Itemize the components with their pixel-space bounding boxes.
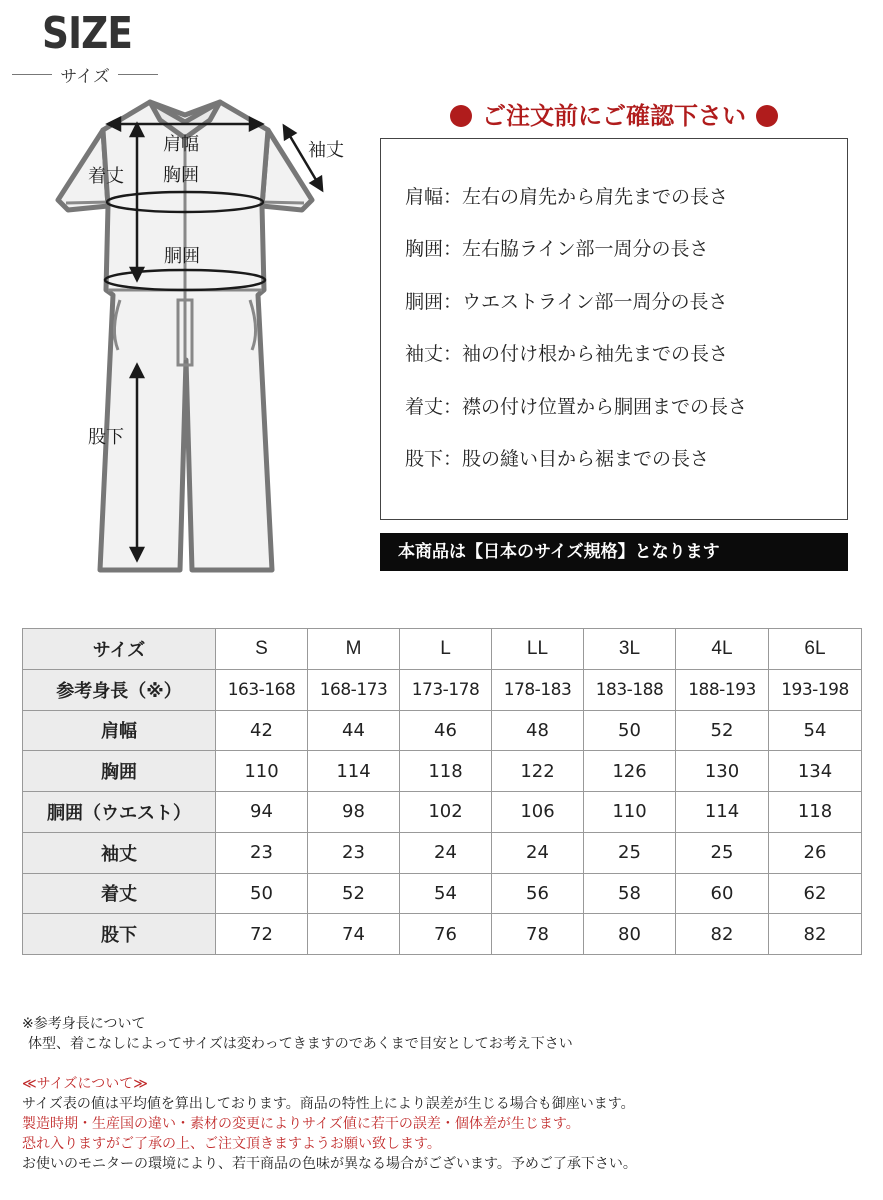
notes-section (22, 1014, 867, 1174)
table-cell: 110 (584, 792, 676, 833)
table-cell: 50 (584, 710, 676, 751)
table-header-row (23, 629, 862, 670)
coverall-illustration (0, 90, 370, 590)
label-inseam: 股下 (88, 427, 124, 448)
definition-separator: ： (443, 186, 463, 208)
definition-row (405, 289, 847, 341)
table-cell: 110 (216, 751, 308, 792)
table-cell: 52 (308, 873, 400, 914)
size-subtitle (12, 62, 158, 87)
notice-title-text: ご注文前にご確認下さい (482, 102, 746, 130)
header-cell: M (308, 629, 400, 670)
table-cell: 72 (216, 914, 308, 955)
row-label: 着丈 (23, 873, 216, 914)
table-cell: 48 (492, 710, 584, 751)
table-cell: 54 (769, 710, 862, 751)
table-cell: 168-173 (308, 669, 400, 710)
table-cell: 76 (400, 914, 492, 955)
label-waist: 胴囲 (164, 246, 200, 267)
definition-desc: 左右の肩先から肩先までの長さ (462, 186, 729, 208)
table-cell: 183-188 (584, 669, 676, 710)
definition-separator: ： (443, 343, 463, 366)
row-label: 股下 (23, 914, 216, 955)
table-cell: 114 (676, 792, 769, 833)
table-cell: 188-193 (676, 669, 769, 710)
header-cell: LL (492, 629, 584, 670)
table-cell: 24 (492, 832, 584, 873)
definition-row (405, 394, 847, 446)
label-length: 着丈 (88, 166, 124, 187)
table-cell: 114 (308, 751, 400, 792)
header-cell: 6L (769, 629, 862, 670)
header-cell: 4L (676, 629, 769, 670)
table-cell: 23 (308, 832, 400, 873)
table-cell: 82 (769, 914, 862, 955)
subtitle-line-right (118, 74, 158, 75)
definition-row (405, 184, 847, 236)
table-cell: 74 (308, 914, 400, 955)
reference-height-note: 体型、着こなしによってサイズは変わってきますのであくまで目安としてお考え下さい (28, 1036, 573, 1052)
table-cell: 173-178 (400, 669, 492, 710)
red-dot-icon (756, 105, 778, 127)
row-label: 肩幅 (23, 710, 216, 751)
subtitle-text: サイズ (60, 67, 110, 87)
note-line: サイズ表の値は平均値を算出しております。商品の特性上により誤差が生じる場合も御座います。 (22, 1096, 635, 1112)
table-row (23, 710, 862, 751)
reference-height-title: ※参考身長について (22, 1016, 146, 1032)
notice-title (380, 96, 848, 131)
row-label: 袖丈 (23, 832, 216, 873)
table-cell: 25 (584, 832, 676, 873)
header-cell: 3L (584, 629, 676, 670)
table-cell: 134 (769, 751, 862, 792)
note-line: お使いのモニターの環境により、若干商品の色味が異なる場合がございます。予めご了承下さい。 (22, 1156, 637, 1172)
page-header (0, 0, 160, 95)
note-line: 製造時期・生産国の違い・素材の変更によりサイズ値に若干の誤差・個体差が生じます。 (22, 1116, 580, 1132)
definition-desc: 袖の付け根から袖先までの長さ (462, 343, 729, 366)
label-chest: 胸囲 (163, 165, 199, 186)
table-cell: 26 (769, 832, 862, 873)
table-cell: 44 (308, 710, 400, 751)
definition-desc: 股の縫い目から裾までの長さ (462, 447, 710, 470)
table-cell: 62 (769, 873, 862, 914)
table-cell: 102 (400, 792, 492, 833)
table-cell: 58 (584, 873, 676, 914)
header-cell: サイズ (23, 629, 216, 670)
table-cell: 78 (492, 914, 584, 955)
table-cell: 118 (400, 751, 492, 792)
coverall-diagram (0, 90, 370, 590)
label-sleeve: 袖丈 (308, 140, 344, 161)
table-cell: 193-198 (769, 669, 862, 710)
table-cell: 24 (400, 832, 492, 873)
red-dot-icon (450, 105, 472, 127)
definition-row (405, 341, 847, 393)
definition-separator: ： (443, 238, 463, 261)
row-label: 胴囲（ウエスト） (23, 792, 216, 833)
size-title: SIZE (42, 8, 133, 59)
table-cell: 106 (492, 792, 584, 833)
definition-separator: ： (443, 395, 463, 418)
table-row (23, 832, 862, 873)
table-cell: 23 (216, 832, 308, 873)
definition-separator: ： (443, 447, 463, 470)
table-row (23, 669, 862, 710)
table-cell: 163-168 (216, 669, 308, 710)
label-shoulder: 肩幅 (163, 134, 199, 155)
definition-separator: ： (443, 290, 463, 313)
table-cell: 94 (216, 792, 308, 833)
size-standard-banner: 本商品は【日本のサイズ規格】となります (380, 533, 848, 571)
definition-row (405, 236, 847, 288)
definition-row (405, 446, 847, 498)
table-cell: 60 (676, 873, 769, 914)
row-label: 胸囲 (23, 751, 216, 792)
header-cell: S (216, 629, 308, 670)
definition-term: 肩幅 (405, 186, 444, 208)
subtitle-line-left (12, 74, 52, 75)
table-cell: 25 (676, 832, 769, 873)
note-line: 恐れ入りますがご了承の上、ご注文頂きますようお願い致します。 (22, 1136, 441, 1152)
table-cell: 126 (584, 751, 676, 792)
table-cell: 80 (584, 914, 676, 955)
definition-term: 胸囲 (405, 238, 444, 261)
table-cell: 46 (400, 710, 492, 751)
table-cell: 56 (492, 873, 584, 914)
definition-term: 着丈 (405, 395, 444, 418)
size-table (22, 628, 862, 955)
about-size-title: ≪サイズについて≫ (22, 1076, 148, 1092)
table-cell: 98 (308, 792, 400, 833)
definition-desc: ウエストライン部一周分の長さ (462, 290, 728, 313)
table-row (23, 751, 862, 792)
table-cell: 52 (676, 710, 769, 751)
header-cell: L (400, 629, 492, 670)
table-cell: 178-183 (492, 669, 584, 710)
table-cell: 122 (492, 751, 584, 792)
table-row (23, 792, 862, 833)
table-cell: 130 (676, 751, 769, 792)
table-cell: 42 (216, 710, 308, 751)
table-cell: 54 (400, 873, 492, 914)
table-row (23, 873, 862, 914)
table-row (23, 914, 862, 955)
definitions-box (380, 138, 848, 520)
table-cell: 118 (769, 792, 862, 833)
definition-term: 袖丈 (405, 343, 444, 366)
definition-term: 胴囲 (405, 290, 444, 313)
table-cell: 50 (216, 873, 308, 914)
definition-desc: 襟の付け位置から胴囲までの長さ (462, 395, 748, 418)
definition-term: 股下 (405, 447, 444, 470)
table-cell: 82 (676, 914, 769, 955)
definition-desc: 左右脇ライン部一周分の長さ (462, 238, 709, 261)
row-label: 参考身長（※） (23, 669, 216, 710)
